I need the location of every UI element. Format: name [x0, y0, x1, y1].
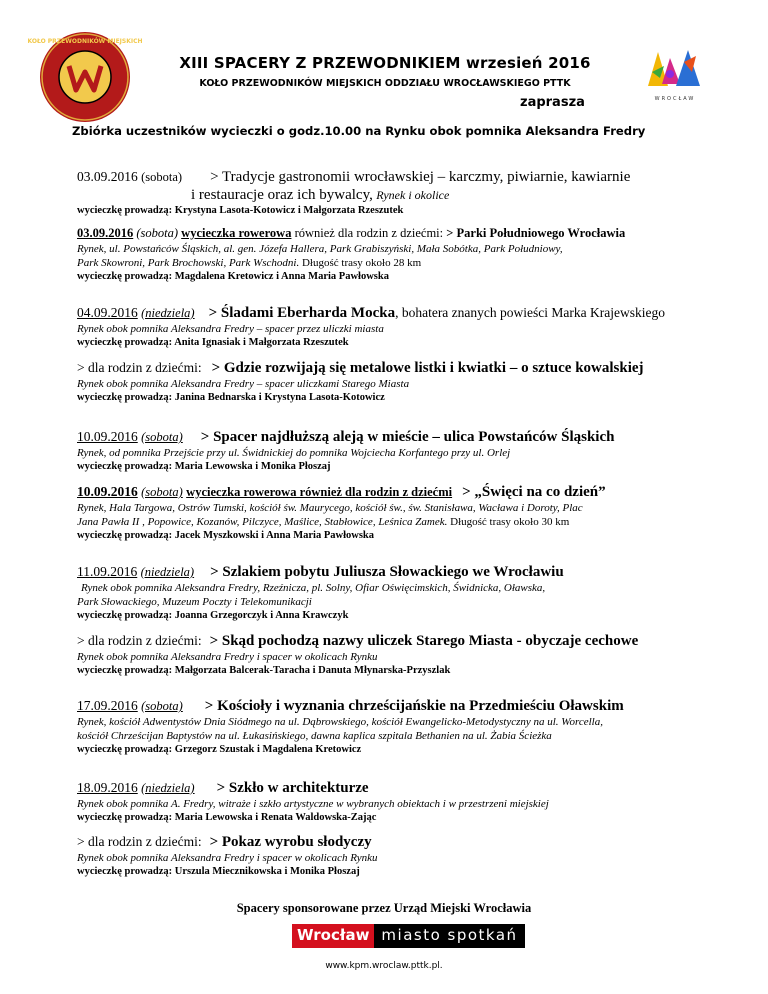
- event-date: 17.09.2016: [77, 698, 138, 713]
- event-route: Rynek obok pomnika Aleksandra Fredry – spacer przez uliczki miasta: [77, 323, 384, 335]
- wroclaw-logo: [640, 44, 710, 104]
- event-title: > Pokaz wyrobu słodyczy: [209, 834, 372, 850]
- event-route: Rynek obok pomnika Aleksandra Fredry – spacer uliczkami Starego Miasta: [77, 378, 410, 390]
- event-title-cont: i restauracje oraz ich bywalcy,: [191, 187, 373, 203]
- event-title: > Śladami Eberharda Mocka: [208, 305, 396, 321]
- meeting-info: Zbiórka uczestników wycieczki o godz.10.00 na Rynku obok pomnika Aleksandra Fredry: [72, 124, 646, 138]
- event-audience: > dla rodzin z dziećmi:: [77, 834, 202, 849]
- wroclaw-brand-logo: [292, 924, 525, 948]
- event-title: > Szkło w architekturze: [216, 780, 369, 796]
- event-6: [77, 483, 717, 542]
- sponsor-note: Spacery sponsorowane przez Urząd Miejski Wrocławia: [236, 901, 532, 915]
- event-date: 10.09.2016: [77, 429, 138, 444]
- event-route-cont: Park Słowackiego, Muzeum Poczty i Telekomunikacji: [77, 596, 312, 608]
- event-route: Rynek obok pomnika Aleksandra Fredry, Rzeźnicza, pl. Solny, Ofiar Oświęcimskich, Świdnicka, Oławska,: [81, 582, 546, 594]
- event-day: (niedziela): [141, 781, 195, 795]
- event-guides: wycieczkę prowadzą: Joanna Grzegorczyk i Anna Krawczyk: [77, 610, 349, 621]
- event-guides: wycieczkę prowadzą: Maria Lewowska i Monika Płoszaj: [77, 461, 331, 472]
- event-route: Rynek obok pomnika Aleksandra Fredry i spacer w okolicach Rynku: [77, 651, 378, 663]
- event-3: [77, 304, 717, 349]
- event-route: Rynek obok pomnika Aleksandra Fredry i spacer w okolicach Rynku: [77, 852, 378, 864]
- event-9: [77, 697, 717, 756]
- brand-city: Wrocław: [292, 924, 374, 948]
- event-audience: również dla rodzin z dziećmi:: [294, 226, 444, 240]
- event-subtitle: , bohatera znanych powieści Marka Krajewskiego: [395, 305, 665, 320]
- pttk-club-logo: [27, 30, 143, 124]
- event-route-cont: kościół Chrześcijan Baptystów na ul. Łukasińskiego, dawna kaplica szpitala Bethanien na ul. Żabia Ścieżka: [77, 730, 552, 742]
- event-date: 04.09.2016: [77, 305, 138, 320]
- event-route: Rynek, ul. Powstańców Śląskich, al. gen. Józefa Hallera, Park Grabiszyński, Mała Sobótka, Park Południowy,: [77, 243, 563, 255]
- event-route-cont: Jana Pawła II , Popowice, Kozanów, Pilczyce, Maślice, Stabłowice, Leśnica Zamek.: [77, 516, 448, 528]
- event-date: 03.09.2016: [77, 226, 134, 240]
- event-guides: wycieczkę prowadzą: Maria Lewowska i Renata Waldowska-Zając: [77, 812, 377, 823]
- event-guides: wycieczkę prowadzą: Anita Ignasiak i Małgorzata Rzeszutek: [77, 337, 349, 348]
- event-day: (sobota): [136, 226, 179, 240]
- event-route: Rynek, kościół Adwentystów Dnia Siódmego na ul. Dąbrowskiego, kościół Ewangelicko-Metodystyczny na ul. Worcella,: [77, 716, 603, 728]
- event-date: 10.09.2016: [77, 484, 138, 499]
- event-title: > Spacer najdłuższą aleją w mieście – ulica Powstańców Śląskich: [200, 429, 615, 445]
- event-guides: wycieczkę prowadzą: Krystyna Lasota-Kotowicz i Małgorzata Rzeszutek: [77, 205, 404, 216]
- event-guides: wycieczkę prowadzą: Janina Bednarska i Krystyna Lasota-Kotowicz: [77, 392, 385, 403]
- event-11: [77, 833, 717, 878]
- event-10: [77, 779, 717, 824]
- event-audience: > dla rodzin z dziećmi:: [77, 633, 202, 648]
- event-title: > Kościoły i wyznania chrześcijańskie na Przedmieściu Oławskim: [204, 698, 624, 714]
- event-kind: wycieczka rowerowa: [181, 226, 292, 240]
- event-audience: > dla rodzin z dziećmi:: [77, 360, 202, 375]
- event-date: 03.09.2016: [77, 169, 138, 184]
- event-day: (sobota): [141, 485, 183, 499]
- organizer: KOŁO PRZEWODNIKÓW MIEJSKICH ODDZIAŁU WROCŁAWSKIEGO PTTK: [199, 78, 571, 89]
- event-route-cont: Park Skowroni, Park Brochowski, Park Wschodni.: [77, 257, 300, 269]
- event-guides: wycieczkę prowadzą: Urszula Miecznikowska i Monika Płoszaj: [77, 866, 360, 877]
- event-title: > „Święci na co dzień”: [462, 484, 606, 500]
- event-kind: wycieczka rowerowa również dla rodzin z dziećmi: [186, 485, 453, 499]
- event-title: > Szlakiem pobytu Juliusza Słowackiego we Wrocławiu: [210, 564, 564, 580]
- event-route: Rynek, Hala Targowa, Ostrów Tumski, kościół św. Maurycego, kościół św., św. Stanisława, Wacława i Doroty, Plac: [77, 502, 583, 514]
- event-route: Rynek, od pomnika Przejście przy ul. Świdnickiej do pomnika Wojciecha Korfantego przy ul. Orlej: [77, 447, 511, 459]
- event-title: > Gdzie rozwijają się metalowe listki i kwiatki – o sztuce kowalskiej: [211, 360, 644, 376]
- event-7: [77, 563, 717, 622]
- page-title: XIII SPACERY Z PRZEWODNIKIEM wrzesień 2016: [179, 54, 591, 72]
- svg-text:WROCŁAW: WROCŁAW: [654, 96, 696, 102]
- event-day: (sobota): [141, 699, 183, 713]
- event-length: Długość trasy około 30 km: [450, 516, 570, 528]
- event-place: Rynek i okolice: [376, 188, 450, 202]
- event-day: (sobota): [141, 430, 183, 444]
- event-1: [77, 168, 717, 217]
- event-2: [77, 225, 717, 283]
- event-route: Rynek obok pomnika A. Fredry, witraże i szkło artystyczne w wybranych obiektach i w przestrzeni miejskiej: [77, 798, 549, 810]
- event-length: Długość trasy około 28 km: [301, 257, 422, 269]
- event-5: [77, 428, 717, 473]
- event-guides: wycieczkę prowadzą: Grzegorz Szustak i Magdalena Kretowicz: [77, 744, 362, 755]
- event-day: (niedziela): [141, 306, 195, 320]
- event-title: > Tradycje gastronomii wrocławskiej – karczmy, piwiarnie, kawiarnie: [210, 169, 631, 185]
- event-day: (sobota): [141, 170, 183, 184]
- event-title: > Parki Południowego Wrocławia: [446, 226, 626, 240]
- event-8: [77, 632, 717, 677]
- event-date: 18.09.2016: [77, 780, 138, 795]
- event-guides: wycieczkę prowadzą: Magdalena Kretowicz i Anna Maria Pawłowska: [77, 271, 389, 282]
- event-day: (niedziela): [140, 565, 195, 579]
- event-date: 11.09.2016: [77, 564, 138, 579]
- event-title: > Skąd pochodzą nazwy uliczek Starego Miasta - obyczaje cechowe: [209, 633, 639, 649]
- event-guides: wycieczkę prowadzą: Małgorzata Balcerak-Taracha i Danuta Młynarska-Przyszlak: [77, 665, 451, 676]
- invite-text: zaprasza: [520, 95, 585, 110]
- event-4: [77, 359, 717, 404]
- brand-slogan: miasto spotkań: [374, 924, 524, 948]
- svg-text:KOŁO PRZEWODNIKÓW MIEJSKICH: KOŁO PRZEWODNIKÓW MIEJSKICH: [27, 38, 143, 45]
- event-guides: wycieczkę prowadzą: Jacek Myszkowski i Anna Maria Pawłowska: [77, 530, 374, 541]
- website-link[interactable]: www.kpm.wroclaw.pttk.pl.: [325, 961, 443, 971]
